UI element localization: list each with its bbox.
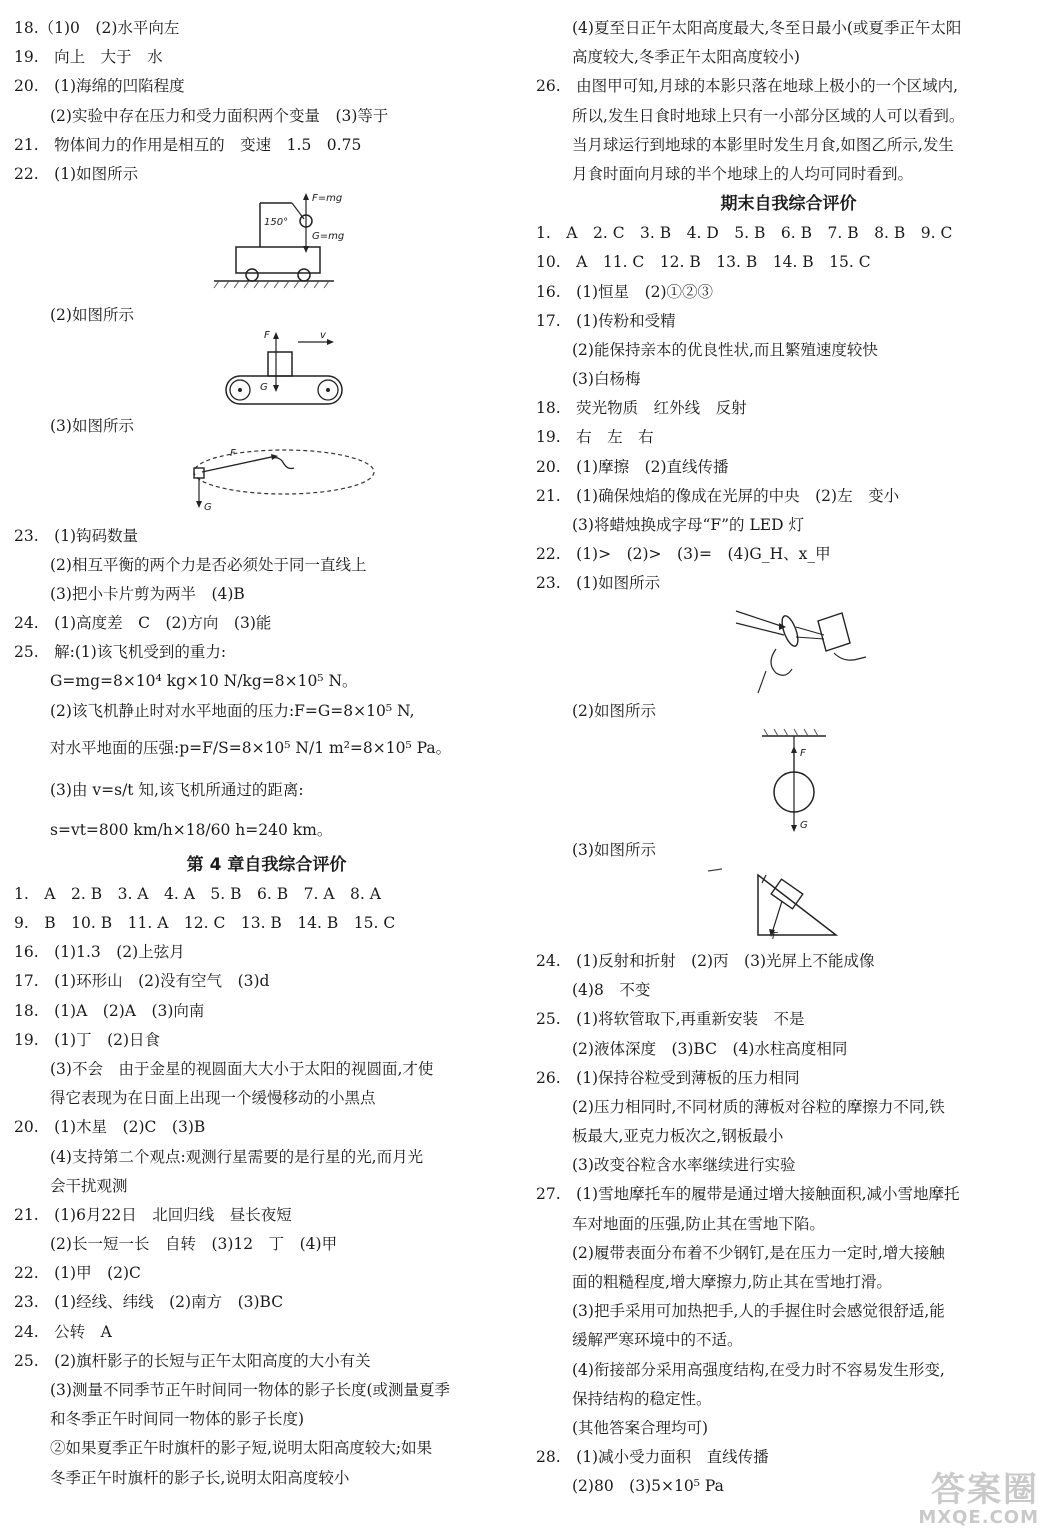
answer-17: 17. (1)传粉和受精: [536, 311, 676, 330]
answer-27-2: 车对地面的压强,防止其在雪地下陷。: [572, 1214, 825, 1233]
answer-22: 22. (1)> (2)> (3)= (4)G_H、x_甲: [536, 545, 831, 564]
section-title-chapter4: 第 4 章自我综合评价: [186, 854, 347, 875]
answer-23-3: (3)如图所示: [572, 840, 656, 859]
answer-17-3: (3)白杨梅: [572, 370, 641, 389]
answer-22: 22. (1)甲 (2)C: [14, 1264, 141, 1283]
figure-magnifier: [536, 599, 1041, 697]
answer-21: 21. 物体间力的作用是相互的 变速 1.5 0.75: [14, 135, 362, 154]
answer-27-5: (3)把手采用可加热把手,人的手握住时会感觉很舒适,能: [572, 1302, 945, 1321]
answer-20: 20. (1)海绵的凹陷程度: [14, 77, 185, 96]
velocity-label: v: [320, 330, 326, 342]
answer-26-2: 所以,发生日食时地球上只有一小部分区域的人可以看到。: [572, 106, 965, 125]
force-f-label: F: [772, 930, 778, 942]
answer-25-3: (2)该飞机静止时对水平地面的压力:F=G=8×10⁵ N,: [50, 701, 415, 720]
force-g-label: G=mg: [312, 231, 345, 243]
figure-circular-motion: [14, 442, 519, 522]
force-f-label: F: [230, 447, 236, 459]
answer-25-2: (2)液体深度 (3)BC (4)水柱高度相同: [572, 1039, 848, 1058]
answer-20-2: (4)支持第二个观点:观测行星需要的是行星的光,而月光: [50, 1147, 424, 1166]
answer-21: 21. (1)6月22日 北回归线 昼长夜短: [14, 1205, 292, 1224]
answer-28-2: (2)80 (3)5×10⁵ Pa: [572, 1477, 724, 1496]
answer-19: 19. 右 左 右: [536, 428, 654, 447]
figure-incline: [536, 865, 1041, 947]
choice-row-2: 10. A 11. C 12. B 13. B 14. B 15. C: [536, 253, 871, 272]
answer-25-2: G=mg=8×10⁴ kg×10 N/kg=8×10⁵ N。: [50, 672, 358, 691]
answer-20-cont: (2)实验中存在压力和受力面积两个变量 (3)等于: [50, 106, 389, 125]
answer-27-6: 缓解严寒环境中的不适。: [572, 1331, 743, 1350]
answer-26: 26. (1)保持谷粒受到薄板的压力相同: [536, 1068, 800, 1087]
force-g-label: G: [204, 501, 212, 513]
answer-25: 25. 解:(1)该飞机受到的重力:: [14, 643, 227, 662]
answer-18: 18. (1)A (2)A (3)向南: [14, 1001, 205, 1020]
force-g-label: G: [800, 819, 808, 831]
answer-25-3: 和冬季正午时间同一物体的影子长度): [50, 1410, 305, 1429]
answer-19: 19. (1)丁 (2)日食: [14, 1030, 161, 1049]
answer-26-3: 板最大,亚克力板次之,钢板最小: [572, 1127, 784, 1146]
answer-26-4: (3)改变谷粒含水率继续进行实验: [572, 1156, 796, 1175]
answer-16: 16. (1)恒星 (2)①②③: [536, 282, 714, 301]
answer-21-2: (2)长一短一长 自转 (3)12 丁 (4)甲: [50, 1235, 338, 1254]
answer-18: 18.（1)0 (2)水平向左: [14, 19, 180, 37]
choice-row-2: 9. B 10. B 11. A 12. C 13. B 14. B 15. C: [14, 914, 396, 932]
answer-25-6: s=vt=800 km/h×18/60 h=240 km。: [50, 820, 333, 839]
answer-19: 19. 向上 大于 水: [14, 48, 163, 67]
answer-27-9: (其他答案合理均可): [572, 1418, 709, 1437]
answer-27-3: (2)履带表面分布着不少钢钉,是在压力一定时,增大接触: [572, 1243, 945, 1262]
answer-25-4: 对水平地面的压强:p=F/S=8×10⁵ N/1 m²=8×10⁵ Pa。: [50, 738, 452, 757]
right-column: [536, 14, 1041, 1502]
answer-26-3: 当月球运行到地球的本影里时发生月食,如图乙所示,发生: [572, 135, 954, 154]
answer-23-2: (2)相互平衡的两个力是否必须处于同一直线上: [50, 555, 367, 574]
answer-24: 24. 公转 A: [14, 1322, 112, 1341]
answer-27-7: (4)衔接部分采用高强度结构,在受力时不容易发生形变,: [572, 1360, 945, 1379]
angle-label: 150°: [264, 217, 289, 229]
answer-23: 23. (1)钩码数量: [14, 526, 139, 545]
answer-25: 25. (2)旗杆影子的长短与正午太阳高度的大小有关: [14, 1351, 371, 1370]
answer-24-2: (4)8 不变: [572, 981, 651, 1000]
answer-25-2: (3)测量不同季节正午时间同一物体的影子长度(或测量夏季: [50, 1381, 451, 1399]
figure-conveyor: [14, 330, 519, 412]
answer-25-4: ②如果夏季正午时旗杆的影子短,说明太阳高度较大;如果: [50, 1439, 433, 1458]
answer-26: 26. 由图甲可知,月球的本影只落在地球上极小的一个区域内,: [536, 77, 959, 96]
answer-27-4: 面的粗糙程度,增大摩擦力,防止其在雪地打滑。: [572, 1273, 892, 1291]
answer-27: 27. (1)雪地摩托车的履带是通过增大接触面积,减小雪地摩托: [536, 1185, 960, 1204]
answer-22-3: (3)如图所示: [50, 417, 134, 436]
answer-21: 21. (1)确保烛焰的像成在光屏的中央 (2)左 变小: [536, 486, 900, 505]
answer-25-cont-2: 高度较大,冬季正午太阳高度较小): [572, 48, 800, 67]
answer-17-2: (2)能保持亲本的优良性状,而且繁殖速度较快: [572, 340, 878, 359]
answer-25-5: 冬季正午时旗杆的影子长,说明太阳高度较小: [50, 1468, 350, 1487]
answer-26-2: (2)压力相同时,不同材质的薄板对谷粒的摩擦力不同,铁: [572, 1097, 945, 1116]
answer-28: 28. (1)减小受力面积 直线传播: [536, 1448, 769, 1467]
answer-23: 23. (1)经线、纬线 (2)南方 (3)BC: [14, 1293, 284, 1312]
answer-24: 24. (1)高度差 C (2)方向 (3)能: [14, 614, 272, 633]
section-title-final: 期末自我综合评价: [720, 194, 857, 215]
answer-24: 24. (1)反射和折射 (2)丙 (3)光屏上不能成像: [536, 951, 875, 970]
answer-18: 18. 荧光物质 红外线 反射: [536, 399, 747, 418]
answer-20: 20. (1)摩擦 (2)直线传播: [536, 457, 729, 476]
choice-row-1: 1. A 2. C 3. B 4. D 5. B 6. B 7. B 8. B 9. C: [536, 224, 953, 243]
choice-row-1: 1. A 2. B 3. A 4. A 5. B 6. B 7. A 8. A: [14, 884, 381, 903]
answer-23-2: (2)如图所示: [572, 701, 656, 720]
left-column: [14, 14, 519, 1493]
answer-23-3: (3)把小卡片剪为两半 (4)B: [50, 584, 245, 603]
watermark-logo: [918, 1472, 1039, 1528]
answer-21-2: (3)将蜡烛换成字母“F”的 LED 灯: [572, 516, 804, 534]
answer-25-5: (3)由 v=s/t 知,该飞机所通过的距离:: [50, 780, 304, 799]
answer-26-4: 月食时面向月球的半个地球上的人均可同时看到。: [572, 164, 914, 183]
figure-hanging-ball: [536, 726, 1041, 836]
answer-20: 20. (1)木星 (2)C (3)B: [14, 1118, 206, 1137]
answer-17: 17. (1)环形山 (2)没有空气 (3)d: [14, 972, 270, 991]
watermark-line2: MXQE.COM: [918, 1507, 1039, 1528]
force-g-label: G: [260, 382, 268, 394]
force-f-label: F: [800, 747, 806, 759]
answer-27-8: 保持结构的稳定性。: [572, 1389, 712, 1408]
force-f-label: F: [264, 330, 270, 342]
figure-cart-pendulum: [14, 189, 519, 301]
answer-16: 16. (1)1.3 (2)上弦月: [14, 943, 185, 962]
answer-22-2: (2)如图所示: [50, 306, 134, 325]
answer-22: 22. (1)如图所示: [14, 164, 139, 183]
answer-19-3: 得它表现为在日面上出现一个缓慢移动的小黑点: [50, 1089, 376, 1108]
answer-25: 25. (1)将软管取下,再重新安装 不是: [536, 1010, 805, 1029]
answer-25-cont: (4)夏至日正午太阳高度最大,冬至日最小(或夏季正午太阳: [572, 19, 962, 37]
answer-20-3: 会干扰观测: [50, 1176, 128, 1195]
answer-23: 23. (1)如图所示: [536, 574, 661, 593]
force-f-label: F=mg: [312, 193, 343, 205]
answer-19-2: (3)不会 由于金星的视圆面大大小于太阳的视圆面,才使: [50, 1059, 434, 1078]
watermark-line1: 答案圈: [931, 1470, 1039, 1510]
